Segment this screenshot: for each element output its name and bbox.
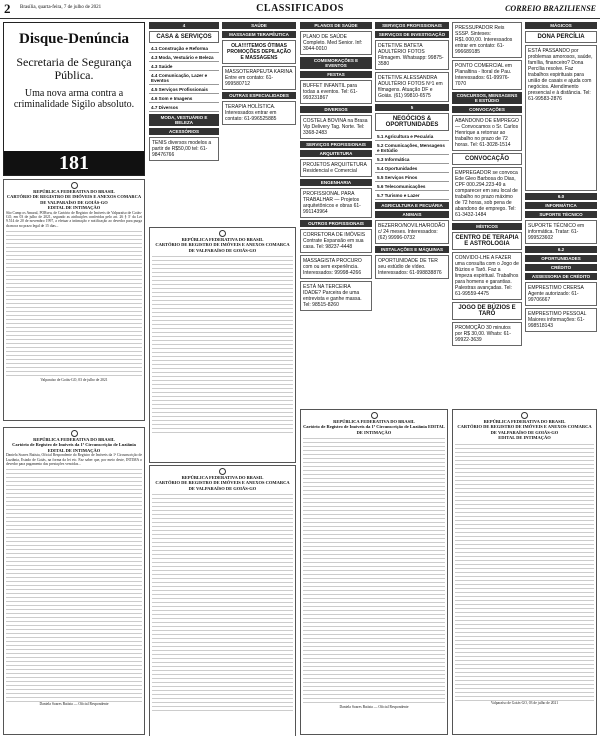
instalacoes-bar: INSTALAÇÕES E MÁQUINAS: [375, 246, 449, 253]
brand-logo: CORREIO BRAZILIENSE: [505, 4, 596, 13]
profissional-ad: PROFISSIONAL PARA TRABALHAR — Projetos arquitetônicos e obras 61-991143964: [300, 188, 372, 218]
column-5: [374, 20, 450, 405]
notice-a-sign: Valparaíso de Goiás-GO, 03 de julho de 2021: [40, 378, 108, 383]
notice-f-edital: EDITAL DE INTIMAÇÃO: [498, 435, 551, 441]
disque-number: 181: [4, 151, 144, 175]
karina-ad: MASSOTERAPEUTA KARINA Entre em contato: 61-999580712: [222, 66, 296, 90]
convocacao-title: CONVOCAÇÃO: [464, 156, 509, 162]
empresta2-ad: EMPRESTIMO PESSOAL Maiores informações: 61-998518143: [525, 308, 597, 332]
diversos-bar: DIVERSOS: [300, 106, 372, 113]
column-7: [524, 20, 598, 405]
disque-title: Disque-Denúncia: [18, 31, 130, 47]
comemoracoes-bar: COMEMORAÇÕES E EVENTOS: [300, 57, 372, 69]
magicos-bar: MÁGICOS: [525, 22, 597, 29]
notice-e: [299, 408, 449, 736]
negocios-item[interactable]: 5.6 Telecomunicações: [375, 183, 449, 191]
oportunidade-ad: OPORTUNIDADE DE TER seu estúdio de vídeo. Interessados: 61-998838876: [375, 255, 449, 279]
animais-bar: ANIMAIS: [375, 211, 449, 218]
notice-b-title: REPÚBLICA FEDERATIVA DO BRASIL: [33, 437, 115, 442]
page-number: 2: [4, 1, 11, 16]
negocios-title: NEGÓCIOS & OPORTUNIDADES: [385, 116, 439, 128]
notice-b: [2, 426, 146, 736]
notice-d-title: REPÚBLICA FEDERATIVA DO BRASIL: [181, 475, 264, 480]
buffet-ad: BUFFET INFANTIL para todas a eventos. Tel: 61-993231867: [300, 80, 372, 104]
suporte-bar: SUPORTE TÉCNICO: [525, 211, 597, 218]
notice-b-body: Daniela Soares Batista, Oficial Respondente do Registro de Imóveis da 1ª Circunscrição de Luziânia, Estado de Goiás, na forma da lei etc. Faz saber que, por meio deste, INTIMA o devedor para pagamento das prestações vencidas...: [6, 453, 142, 467]
jogo-title: JOGO DE BÚZIOS E TARÔ: [458, 305, 516, 317]
notice-a-edital: EDITAL DE INTIMAÇÃO: [47, 205, 101, 211]
empresta-ad: EMPRESTIMO CRERSA Agente autorizado: 61-99706667: [525, 282, 597, 306]
casa-item[interactable]: 4.5 Serviços Profissionais: [149, 86, 219, 94]
massagem-bar: MASSAGEM TERAPÊUTICA: [222, 31, 296, 38]
brasao-icon: [521, 412, 528, 419]
notice-e-head: Cartório de Registro de Imóveis da 1ª Circunscrição de Luziânia EDITAL DE INTIMAÇÃO: [303, 424, 445, 435]
disque-denuncia-ad: [3, 22, 145, 176]
massagista-ad: MASSAGISTA PROCURO com ou sem experiência. Interessados: 99998-4266: [300, 255, 372, 279]
jogo-ad: PROMOÇÃO 30 minutos por R$ 30,00. Whats: 61-99922-3639: [452, 322, 522, 346]
section-title: CLASSIFICADOS: [256, 3, 344, 14]
notice-a-body: São Camp os Amaral, PORseu, de Cartório de Registro de Imóveis de Valparaíso de Goiás-GO, em 03 de julho de 2021, segundo as atribuições conferidas pelo art. 26 § 3º da Lei 9.514 de 20 de novembro 1997, a efetuar a intimação e notificação ao devedor para purga da mora no prazo legal de 15 dias...: [6, 210, 142, 228]
misticos-bar: MÍSTICOS: [452, 223, 522, 230]
projetos-ad: PROJETOS ARQUITETURA Residencial e Comercial: [300, 159, 372, 177]
servicos-bar: SERVIÇOS PROFISSIONAIS: [300, 141, 372, 148]
detetive-ad: DETETIVE BATETA ADULTÉRIO FOTOS Filmagem. Whatsapp: 99875-3580: [375, 40, 449, 70]
detetive-bar: SERVIÇOS DE INVESTIGAÇÃO: [375, 31, 449, 38]
centro-title: CENTRO DE TERAPIA E ASTROLOGIA: [455, 235, 519, 247]
oportunidades-bar: OPORTUNIDADES: [525, 255, 597, 262]
corretora-ad: CORRETORA DE IMÓVEIS Contrate Expansão em sua casa. Tel: 98237-4448: [300, 229, 372, 253]
notice-e-sign: Daniela Soares Batista — Oficial Respondente: [339, 705, 409, 710]
informatica-bar: INFORMÁTICA: [525, 202, 597, 209]
casa-title: CASA & SERVIÇOS: [156, 34, 212, 40]
notice-a: [2, 178, 146, 423]
saude-bar: SAÚDE: [222, 22, 296, 29]
notice-b-head: Cartório de Registro de Imóveis da 1ª Circunscrição de Luziânia EDITAL DE INTIMAÇÃO: [12, 442, 136, 453]
abandono-ad: ABANDONO DE EMPREGO — Convocamos o Sr. Carlos Henrique a retornar ao trabalho no prazo de 72 horas. Tel: 61-3028-1514: [452, 115, 522, 151]
ponto-ad: PONTO COMERCIAL em Planaltina - Itoral de Pau. Interessados: 61-99976-7070: [452, 60, 522, 90]
casa-item[interactable]: 4.3 Moda, Vestuário e Beleza: [149, 54, 219, 62]
brasao-icon: [71, 430, 78, 437]
notice-f-text-lines: [455, 441, 594, 701]
oport-number: 6.2: [525, 246, 597, 253]
negocios-number: 5: [375, 104, 449, 111]
negocios-item[interactable]: 5.5 Serviços Finos: [375, 174, 449, 182]
brasao-icon: [71, 182, 78, 189]
credito-bar: CRÉDITO: [525, 264, 597, 271]
casa-item[interactable]: 4.4 Comunicação, Lazer e Eventos: [149, 72, 219, 85]
casa-item[interactable]: 4.6 Som e Imagens: [149, 95, 219, 103]
arquitetura-bar: ARQUITETURA: [300, 150, 372, 157]
assessoria-bar: ASSESSORIA DE CRÉDITO: [525, 273, 597, 280]
concursos-bar: CONCURSOS, MENSAGENS E ESTÚDIO: [452, 92, 522, 104]
agri-bar: AGRICULTURA E PECUÁRIA: [375, 202, 449, 209]
negocios-item[interactable]: 5.4 Oportunidades: [375, 165, 449, 173]
dona-title: DONA PERCÍLIA: [537, 34, 585, 40]
notice-c-title: REPÚBLICA FEDERATIVA DO BRASIL: [181, 237, 264, 242]
promo-ad: OLA!!!!TEMOS ÓTIMAS PROMOÇÕES DEPILAÇÃO E MASSAGENS: [222, 40, 296, 64]
notice-c-head: CARTÓRIO DE REGISTRO DE IMÓVEIS E ANEXOS COMARCA DE VALPARAÍSO DE GOIÁS-GO: [155, 242, 290, 253]
notice-b-text-lines: [6, 466, 142, 702]
casa-item[interactable]: 4.7 Diversos: [149, 104, 219, 112]
column-4: [299, 20, 373, 405]
negocios-item[interactable]: 5.7 Turismo e Lazer: [375, 192, 449, 200]
moda-bar: MODA, VESTUÁRIO E BELEZA: [149, 114, 219, 126]
presta-ad: PRESSUPADOR Reis SSSP. Sinteses: R$1.000,00. Interessados entrar em contato: 61-996689185: [452, 22, 522, 58]
notice-d-head: CARTÓRIO DE REGISTRO DE IMÓVEIS E ANEXOS COMARCA DE VALPARAÍSO DE GOIÁS-GO: [155, 480, 290, 491]
acessorios-bar: ACESSÓRIOS: [149, 128, 219, 135]
negocios-item[interactable]: 5.2 Comunicações, Mensagens e Estúdio: [375, 142, 449, 155]
page-header: [0, 0, 600, 19]
page-date: Brasília, quarta-feira, 7 de julho de 2021: [20, 5, 102, 10]
disque-sub: Secretaria de Segurança Pública.: [16, 55, 132, 82]
notice-f-title: REPÚBLICA FEDERATIVA DO BRASIL: [483, 419, 566, 424]
notice-f-sign: Valparaíso de Goiás-GO, 03 de julho de 2021: [490, 700, 559, 705]
costela-ad: COSTELA BOVINA na Brasa Vip Delivery Tag. Norte. Tel: 3368-2483: [300, 115, 372, 139]
disque-text: Uma nova arma contra a criminalidade Sigilo absoluto.: [13, 88, 135, 110]
notice-a-text-lines: [6, 228, 142, 378]
negocios-item[interactable]: 5.1 Agricultura e Pecuária: [375, 133, 449, 141]
dona-ad: ESTÁ PASSANDO por problemas amorosos, saúde, família, financeiro? Dona Percília resolve. Faz trabalhos espirituais para união de casais e ajuda com negócios. Atendimento presencial e à distância. Tel: 61-99583-2876: [525, 45, 597, 191]
info-number: 6.0: [525, 193, 597, 200]
planos-ad: PLANO DE SAÚDE Completo. Med Senior. Inf: 3044-0010: [300, 31, 372, 55]
notice-a-head: CARTÓRIO DE REGISTRO DE IMÓVEIS E ANEXOS COMARCA DE VALPARAÍSO DE GOIÁS-GO: [6, 194, 142, 205]
column-6: [451, 20, 523, 405]
esta-ad: ESTÁ NA TERCEIRA IDADE? Parceira de uma entrevista e ganhe massa. Tel: 98515-8260: [300, 281, 372, 311]
detetive2-ad: DETETIVE ALESSANDRA ADULTÉRIO FOTOS Nº1 em filmagens. Atuação DF e Goiás. (61) 99810-6575: [375, 72, 449, 102]
tenis-ad: TENIS diversos modelos a partir de R$50,00 tel: 61-98476766: [149, 137, 219, 161]
bezerro-ad: BEZERRO/NOVILHA/RODÃO c/ 24 meses. Interessados: (62) 99996-0732: [375, 220, 449, 244]
notice-f: [451, 408, 598, 736]
brasao-icon: [371, 412, 378, 419]
casa-item[interactable]: 4.1 Construção e Reforma: [149, 45, 219, 53]
emprego-ad: EMPREGADOR se convoca Ede Gleo Barbosa do Dias, CPF 000.294.223-49 a comparecer em seu local de trabalho no prazo máximo de 72 horas, sob pena de abandono de emprego. Tel: 61-3432-1484: [452, 167, 522, 221]
convocacoes-bar: CONVOCAÇÕES: [452, 106, 522, 113]
negocios-item[interactable]: 5.3 Informática: [375, 156, 449, 164]
notice-c-text-lines: [152, 253, 293, 433]
notice-e-title: REPÚBLICA FEDERATIVA DO BRASIL: [333, 419, 415, 424]
festas-bar: FESTAS: [300, 71, 372, 78]
casa-number: 4: [149, 22, 219, 29]
brasao-icon: [219, 468, 226, 475]
notice-f-head: CARTÓRIO DE REGISTRO DE IMÓVEIS E ANEXOS COMARCA DE VALPARAÍSO DE GOIÁS-GO: [457, 424, 592, 435]
brasao-icon: [219, 230, 226, 237]
planos-bar: PLANOS DE SAÚDE: [300, 22, 372, 29]
outros-bar: OUTROS PROFISSIONAIS: [300, 220, 372, 227]
notice-c: [148, 226, 297, 736]
notice-e-text-lines: [303, 435, 445, 705]
notice-b-sign: Daniela Soares Batista — Oficial Respondente: [39, 702, 109, 707]
engenharia-bar: ENGENHARIA: [300, 179, 372, 186]
suporte-ad: SUPORTE TÉCNICO em informática. Tratar: 61-999523602: [525, 220, 597, 244]
centro-ad: CONVIDO-LHE A FAZER uma consulta com o Jogo de Búzios e Tarô. Faz a limpeza espiritual. Trabalhos para homens e garantias. Palestras avançadas. Tel: 61-99559-4475: [452, 252, 522, 300]
outras-bar: OUTRAS ESPECIALIDADES: [222, 92, 296, 99]
column-3: [221, 20, 297, 240]
notice-d-text-lines: [152, 491, 293, 711]
column-2: [148, 20, 220, 240]
detetive-top-bar: SERVIÇOS PROFISSIONAIS: [375, 22, 449, 29]
notice-a-title: REPÚBLICA FEDERATIVA DO BRASIL: [33, 189, 115, 194]
terapia-ad: TERAPIA HOLÍSTICA. Interessados entrar em contato: 61-996525885: [222, 101, 296, 125]
casa-item[interactable]: 4.3 Saúde: [149, 63, 219, 71]
